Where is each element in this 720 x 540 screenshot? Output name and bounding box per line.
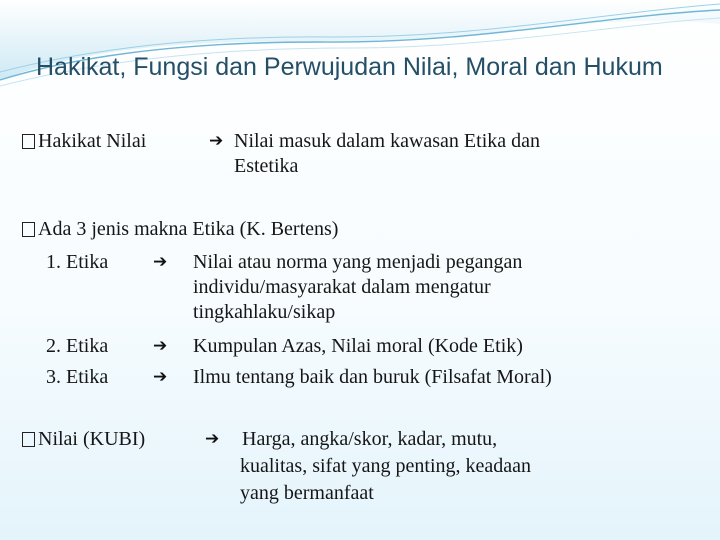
arrow-right-icon: ➔ (153, 336, 168, 356)
etika-item-1-line2: individu/masyarakat dalam mengatur (193, 276, 491, 298)
etika-heading-bullet (22, 218, 338, 241)
square-bullet-icon (22, 432, 35, 447)
arrow-right-icon: ➔ (153, 367, 168, 387)
etika-heading: Ada 3 jenis makna Etika (K. Bertens) (38, 218, 339, 240)
hakikat-nilai-label: Hakikat Nilai (38, 130, 147, 152)
nilai-kubi-desc-line1: Harga, angka/skor, kadar, mutu, (242, 428, 498, 450)
hakikat-nilai-bullet (22, 130, 146, 153)
arrow-right-icon: ➔ (153, 252, 168, 272)
square-bullet-icon (22, 222, 35, 237)
etika-item-3-label: 3. Etika (46, 366, 109, 388)
nilai-kubi-label: Nilai (KUBI) (38, 428, 146, 450)
hakikat-nilai-desc-line2: Estetika (234, 155, 299, 177)
nilai-kubi-desc-line3: yang bermanfaat (240, 482, 374, 504)
arrow-right-icon: ➔ (209, 131, 224, 151)
slide-title: Hakikat, Fungsi dan Perwujudan Nilai, Moral dan Hukum (36, 53, 663, 81)
square-bullet-icon (22, 134, 35, 149)
arrow-right-icon: ➔ (205, 429, 220, 449)
etika-item-1-label: 1. Etika (46, 251, 109, 273)
etika-item-1-line3: tingkahlaku/sikap (193, 301, 336, 323)
hakikat-nilai-desc-line1: Nilai masuk dalam kawasan Etika dan (234, 130, 541, 152)
nilai-kubi-desc-line2: kualitas, sifat yang penting, keadaan (240, 455, 532, 477)
etika-item-2-label: 2. Etika (46, 335, 109, 357)
nilai-kubi-bullet (22, 428, 145, 451)
etika-item-3-line1: Ilmu tentang baik dan buruk (Filsafat Moral) (193, 366, 552, 388)
etika-item-1-line1: Nilai atau norma yang menjadi pegangan (193, 251, 523, 273)
etika-item-2-line1: Kumpulan Azas, Nilai moral (Kode Etik) (193, 335, 523, 357)
